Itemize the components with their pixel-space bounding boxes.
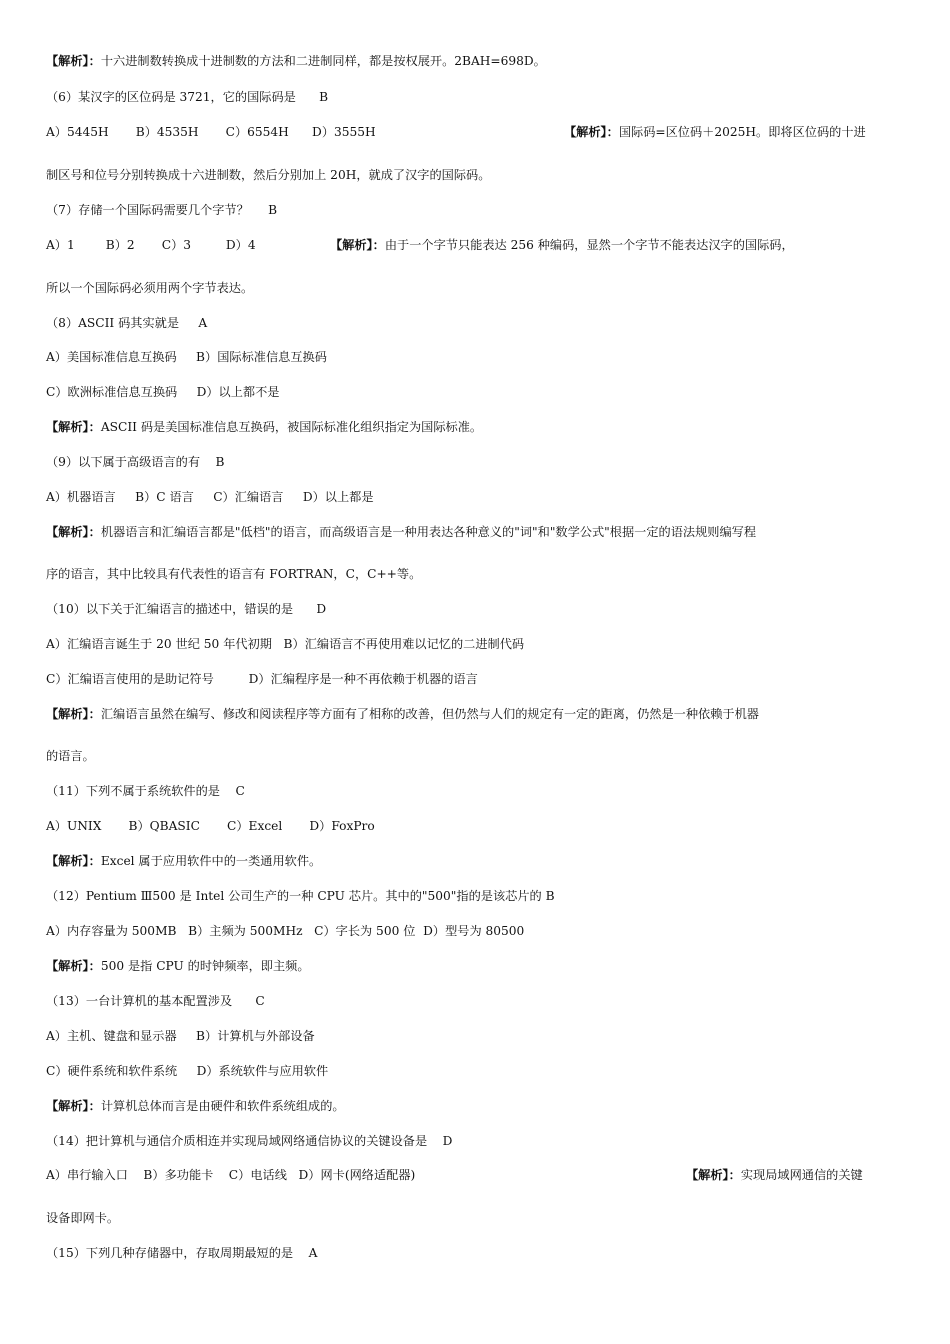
options-q11: A）UNIX B）QBASIC C）Excel D）FoxPro: [46, 819, 375, 833]
explanation-continued: 设备即网卡。: [46, 1211, 120, 1225]
explanation-q12: 【解析】：500 是指 CPU 的时钟频率，即主频。: [46, 959, 310, 973]
explanation-marker: 【解析】：: [46, 525, 101, 539]
question-6: （6）某汉字的区位码是 3721，它的国际码是 B: [46, 90, 329, 104]
question-12: （12）Pentium Ⅲ500 是 Intel 公司生产的一种 CPU 芯片。其中的"500"指的是该芯片的 B: [46, 889, 555, 903]
question-13: （13）一台计算机的基本配置涉及 C: [46, 994, 265, 1008]
explanation-q7: 【解析】：由于一个字节只能表达 256 种编码，显然一个字节不能表达汉字的国际码，: [330, 238, 794, 252]
options-q10-cd: C）汇编语言使用的是助记符号 D）汇编程序是一种不再依赖于机器的语言: [46, 672, 478, 686]
explanation-marker: 【解析】：: [46, 959, 101, 973]
explanation-q8: 【解析】：ASCII 码是美国标准信息互换码，被国际标准化组织指定为国际标准。: [46, 420, 483, 434]
options-q12: A）内存容量为 500MB B）主频为 500MHz C）字长为 500 位 D）型号为 80500: [46, 924, 525, 938]
explanation-continued: 所以一个国际码必须用两个字节表达。: [46, 281, 254, 295]
explanation-marker: 【解析】：: [330, 238, 385, 252]
explanation-marker: 【解析】：: [564, 125, 619, 139]
options-q9: A）机器语言 B）C 语言 C）汇编语言 D）以上都是: [46, 490, 374, 504]
options-q6: A）5445H B）4535H C）6554H D）3555H: [46, 125, 376, 139]
explanation-marker: 【解析】：: [46, 1099, 101, 1113]
question-11: （11）下列不属于系统软件的是 C: [46, 784, 245, 798]
question-7: （7）存储一个国际码需要几个字节？ B: [46, 203, 278, 217]
options-q8-ab: A）美国标准信息互换码 B）国际标准信息互换码: [46, 350, 327, 364]
explanation-line: 【解析】：十六进制数转换成十进制数的方法和二进制同样，都是按权展开。2BAH=698D。: [46, 54, 546, 68]
explanation-q10: 【解析】：汇编语言虽然在编写、修改和阅读程序等方面有了相称的改善，但仍然与人们的规定有一定的距离，仍然是一种依赖于机器: [46, 707, 759, 721]
explanation-q14: 【解析】：实现局域网通信的关键: [686, 1168, 863, 1182]
document-page: [46, 0, 906, 1344]
explanation-continued: 的语言。: [46, 749, 95, 763]
options-q8-cd: C）欧洲标准信息互换码 D）以上都不是: [46, 385, 280, 399]
question-8: （8）ASCII 码其实就是 A: [46, 316, 208, 330]
explanation-q9: 【解析】：机器语言和汇编语言都是"低档"的语言，而高级语言是一种用表达各种意义的"词"和"数学公式"根据一定的语法规则编写程: [46, 525, 757, 539]
explanation-marker: 【解析】：: [46, 707, 101, 721]
options-q7: A）1 B）2 C）3 D）4: [46, 238, 256, 252]
question-14: （14）把计算机与通信介质相连并实现局域网络通信协议的关键设备是 D: [46, 1134, 453, 1148]
explanation-q6: 【解析】：国际码=区位码＋2025H。即将区位码的十进: [564, 125, 866, 139]
question-15: （15）下列几种存储器中，存取周期最短的是 A: [46, 1246, 318, 1260]
explanation-continued: 序的语言，其中比较具有代表性的语言有 FORTRAN，C，C++等。: [46, 567, 422, 581]
options-q10-ab: A）汇编语言诞生于 20 世纪 50 年代初期 B）汇编语言不再使用难以记忆的二进制代码: [46, 637, 525, 651]
explanation-q13: 【解析】：计算机总体而言是由硬件和软件系统组成的。: [46, 1099, 345, 1113]
options-q14: A）串行输入口 B）多功能卡 C）电话线 D）网卡(网络适配器): [46, 1168, 416, 1182]
explanation-continued: 制区号和位号分别转换成十六进制数，然后分别加上 20H，就成了汉字的国际码。: [46, 168, 491, 182]
explanation-marker: 【解析】：: [46, 854, 101, 868]
explanation-q11: 【解析】：Excel 属于应用软件中的一类通用软件。: [46, 854, 322, 868]
question-10: （10）以下关于汇编语言的描述中，错误的是 D: [46, 602, 327, 616]
question-9: （9）以下属于高级语言的有 B: [46, 455, 225, 469]
options-q13-cd: C）硬件系统和软件系统 D）系统软件与应用软件: [46, 1064, 329, 1078]
explanation-marker: 【解析】：: [46, 54, 101, 68]
options-q13-ab: A）主机、键盘和显示器 B）计算机与外部设备: [46, 1029, 315, 1043]
explanation-marker: 【解析】：: [46, 420, 101, 434]
explanation-marker: 【解析】：: [686, 1168, 741, 1182]
